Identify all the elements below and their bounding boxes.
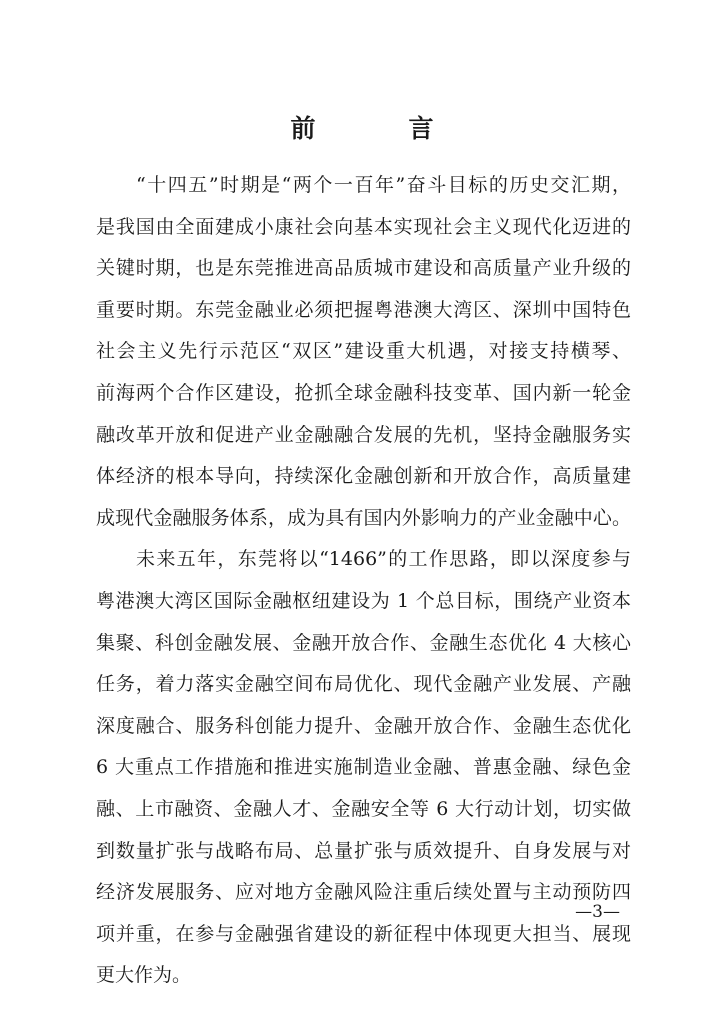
paragraph-line: 前海两个合作区建设，抢抓全球金融科技变革、国内新一轮金 [96,381,631,404]
paragraph-line: 重要时期。东莞金融业必须把握粤港澳大湾区、深圳中国特色 [96,298,631,321]
paragraph-line: 集聚、科创金融发展、金融开放合作、金融生态优化 4 大核心 [96,631,631,654]
paragraph-line: 深度融合、服务科创能力提升、金融开放合作、金融生态优化 [96,714,631,737]
paragraph-line: 6 大重点工作措施和推进实施制造业金融、普惠金融、绿色金 [96,756,631,779]
paragraph-line: “十四五”时期是“两个一百年”奋斗目标的历史交汇期， [136,174,631,196]
paragraph-line: 更大作为。 [96,964,192,987]
paragraph-line: 未来五年，东莞将以“1466”的工作思路，即以深度参与 [136,548,631,571]
page-number: —3— [575,902,620,922]
page-title: 前 言 [290,114,468,143]
paragraph-line: 关键时期，也是东莞推进高品质城市建设和高质量产业升级的 [96,257,631,280]
paragraph-line: 体经济的根本导向，持续深化金融创新和开放合作，高质量建 [96,465,631,488]
paragraph-line: 融、上市融资、金融人才、金融安全等 6 大行动计划，切实做 [96,797,631,820]
paragraph-line: 成现代金融服务体系，成为具有国内外影响力的产业金融中心。 [96,506,631,529]
paragraph-line: 到数量扩张与战略布局、总量扩张与质效提升、自身发展与对 [96,839,631,862]
paragraph-line: 粤港澳大湾区国际金融枢纽建设为 1 个总目标，围绕产业资本 [96,589,631,612]
paragraph-line: 融改革开放和促进产业金融融合发展的先机，坚持金融服务实 [96,423,631,446]
paragraph-line: 经济发展服务、应对地方金融风险注重后续处置与主动预防四 [96,881,631,904]
paragraph-line: 项并重，在参与金融强省建设的新征程中体现更大担当、展现 [96,922,631,945]
paragraph-1 [96,172,631,531]
paragraph-line: 社会主义先行示范区“双区”建设重大机遇，对接支持横琴、 [96,340,631,363]
paragraph-line: 任务，着力落实金融空间布局优化、现代金融产业发展、产融 [96,673,631,696]
body-text [96,172,631,1004]
paragraph-2 [96,546,631,988]
paragraph-line: 是我国由全面建成小康社会向基本实现社会主义现代化迈进的 [96,215,631,238]
